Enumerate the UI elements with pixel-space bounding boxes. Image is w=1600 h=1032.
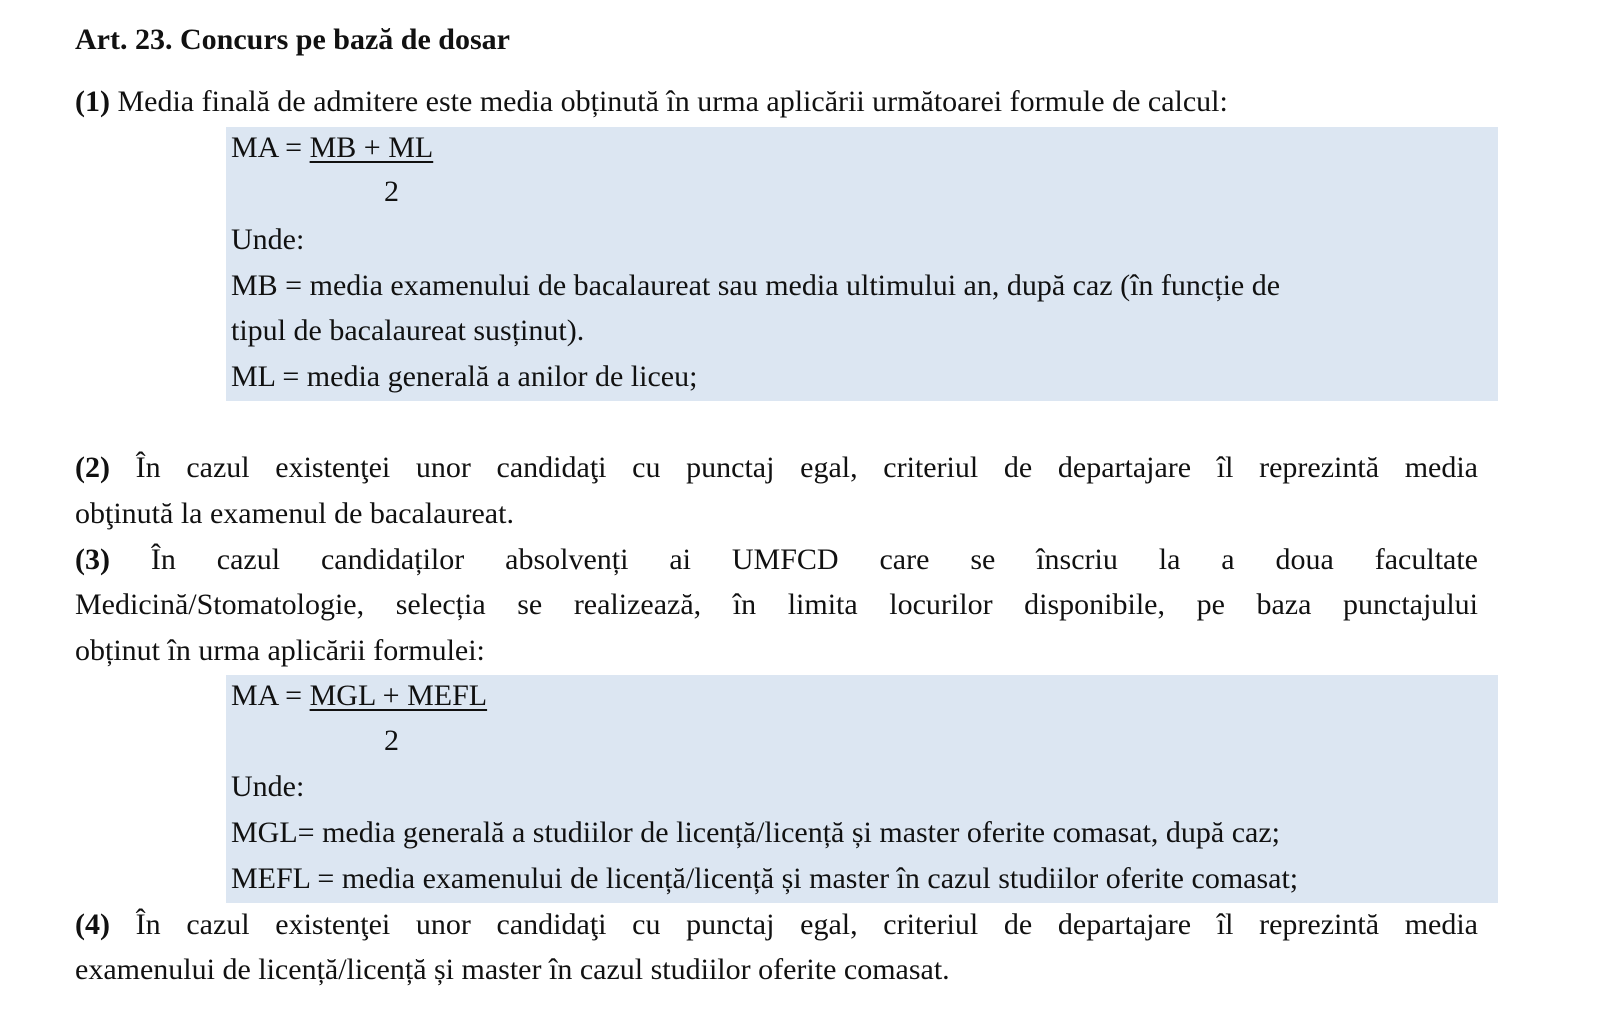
paragraph-number: (2) — [75, 451, 110, 484]
paragraph-text: În cazul existenţei unor candidaţi cu punctaj egal, criteriul de departajare îl reprezintă media — [109, 451, 1478, 484]
paragraph-3-line: obținut în urma aplicării formulei: — [75, 634, 485, 667]
definition-line: ML = media generală a anilor de liceu; — [231, 360, 698, 393]
paragraph-text: În cazul candidaților absolvenți ai UMFCD care se înscriu la a doua facultate — [109, 543, 1478, 576]
where-label: Unde: — [231, 223, 305, 256]
paragraph-text: În cazul existenţei unor candidaţi cu punctaj egal, criteriul de departajare îl reprezintă media — [109, 908, 1478, 941]
paragraph-number: (1) — [75, 85, 110, 118]
paragraph-4 — [75, 907, 1478, 943]
definition-line: tipul de bacalaureat susținut). — [231, 314, 585, 347]
definition-line: MEFL = media examenului de licență/licență și master în cazul studiilor oferite comasat; — [231, 862, 1299, 895]
paragraph-3-line: Medicină/Stomatologie, selecția se realizează, în limita locurilor disponibile, pe baza punctajului — [75, 588, 1478, 621]
definition-line: MB = media examenului de bacalaureat sau media ultimului an, după caz (în funcție de — [231, 269, 1281, 302]
formula-numerator: MGL + MEFL — [309, 679, 488, 712]
formula-2 — [231, 678, 487, 714]
formula-denominator: 2 — [384, 724, 399, 757]
where-label: Unde: — [231, 770, 305, 803]
paragraph-number: (4) — [75, 908, 110, 941]
title-text: Art. 23. Concurs pe bază de dosar — [75, 23, 510, 56]
paragraph-text: Media finală de admitere este media obținută în urma aplicării următoarei formule de calcul: — [109, 85, 1228, 118]
article-title — [75, 22, 1478, 58]
paragraph-2-line: obţinută la examenul de bacalaureat. — [75, 497, 514, 530]
formula-numerator: MB + ML — [309, 131, 434, 164]
formula-1 — [231, 130, 433, 166]
paragraph-3 — [75, 542, 1478, 578]
formula-denominator: 2 — [384, 175, 399, 208]
paragraph-number: (3) — [75, 543, 110, 576]
paragraph-2 — [75, 450, 1478, 486]
definition-line: MGL= media generală a studiilor de licență/licență și master oferite comasat, după caz; — [231, 816, 1280, 849]
formula-lhs: MA = — [231, 131, 310, 164]
paragraph-4-line: examenului de licență/licență și master în cazul studiilor oferite comasat. — [75, 953, 950, 986]
formula-box-2 — [226, 675, 1498, 903]
paragraph-1 — [75, 84, 1478, 120]
formula-box-1 — [226, 127, 1498, 401]
formula-lhs: MA = — [231, 679, 310, 712]
